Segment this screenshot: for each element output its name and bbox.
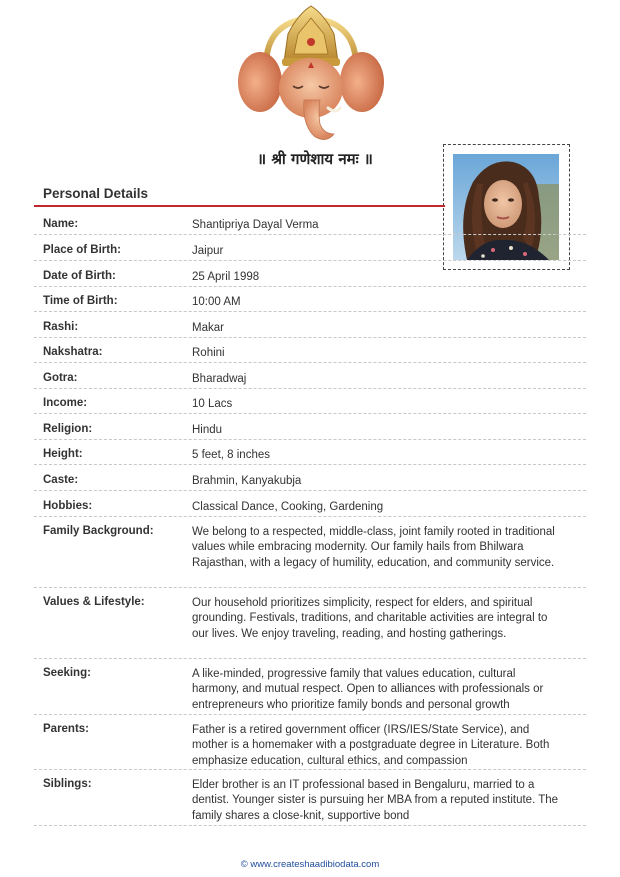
detail-value: Hindu — [192, 424, 223, 436]
detail-value: Rohini — [192, 347, 225, 359]
section-title: Personal Details — [43, 186, 149, 201]
detail-label: Name: — [43, 218, 79, 230]
detail-label: Date of Birth: — [43, 270, 116, 282]
detail-row-date-of-birth — [34, 270, 586, 287]
detail-value: Classical Dance, Cooking, Gardening — [192, 501, 384, 513]
footer-link[interactable]: © www.createshaadibiodata.com — [240, 859, 380, 870]
detail-value: Our household prioritizes simplicity, respect for elders, and spiritual grounding. Festivals, traditions, and charitable activities are integral to our lives. We enjoy traveling, reading, and hosting gatherings. — [192, 597, 548, 640]
detail-value: 10 Lacs — [192, 398, 233, 410]
detail-row-height — [34, 448, 586, 465]
detail-label: Parents: — [43, 723, 90, 735]
detail-label: Rashi: — [43, 321, 79, 333]
detail-label: Time of Birth: — [43, 295, 118, 307]
detail-value: 25 April 1998 — [192, 271, 260, 283]
detail-row-time-of-birth — [34, 295, 586, 312]
detail-value: Father is a retired government officer (IRS/IES/State Service), and mother is a homemaker with a postgraduate degree in Literature. Both emphasize education, cultural ethics, and compassion — [192, 724, 550, 767]
detail-value: 10:00 AM — [192, 296, 241, 308]
detail-label: Place of Birth: — [43, 244, 121, 256]
detail-row-nakshatra — [34, 346, 586, 363]
detail-label: Height: — [43, 448, 83, 460]
detail-row-name — [34, 218, 586, 235]
detail-label: Nakshatra: — [43, 346, 103, 358]
detail-value: A like-minded, progressive family that values education, cultural harmony, and mutual respect. Open to alliances with professionals or entrepreneurs who prioritize family bonds and personal growth — [192, 668, 544, 711]
detail-label: Income: — [43, 397, 88, 409]
detail-value: Elder brother is an IT professional based in Bengaluru, married to a dentist. Younger sister is pursuing her MBA from a reputed institute. The family shares a close-knit, supportive bond — [192, 779, 559, 822]
detail-label: Hobbies: — [43, 500, 93, 512]
invocation-text: ॥ श्री गणेशाय नमः ॥ — [257, 150, 373, 168]
detail-row-seeking — [34, 667, 586, 715]
detail-row-caste — [34, 474, 586, 491]
detail-row-place-of-birth — [34, 244, 586, 261]
detail-value: We belong to a respected, middle-class, joint family rooted in traditional values while embracing modernity. Our family hails from Bhilwara Rajasthan, with a legacy of humility, education, and community service. — [192, 526, 555, 569]
detail-row-parents — [34, 723, 586, 770]
detail-label: Gotra: — [43, 372, 78, 384]
detail-row-rashi — [34, 321, 586, 338]
detail-row-income — [34, 397, 586, 414]
detail-value: 5 feet, 8 inches — [192, 449, 270, 461]
detail-row-family-background — [34, 525, 586, 588]
detail-row-gotra — [34, 372, 586, 389]
detail-label: Caste: — [43, 474, 79, 486]
detail-row-values-lifestyle — [34, 596, 586, 659]
detail-label: Family Background: — [43, 525, 154, 537]
detail-value: Shantipriya Dayal Verma — [192, 219, 319, 231]
detail-row-religion — [34, 423, 586, 440]
detail-value: Brahmin, Kanyakubja — [192, 475, 302, 487]
detail-row-siblings — [34, 778, 586, 826]
ganesha-illustration — [236, 4, 386, 146]
section-divider — [34, 205, 445, 207]
detail-row-hobbies — [34, 500, 586, 517]
detail-label: Seeking: — [43, 667, 91, 679]
detail-label: Values & Lifestyle: — [43, 596, 145, 608]
detail-value: Jaipur — [192, 245, 224, 257]
detail-label: Siblings: — [43, 778, 92, 790]
detail-value: Makar — [192, 322, 224, 334]
detail-label: Religion: — [43, 423, 93, 435]
detail-value: Bharadwaj — [192, 373, 247, 385]
